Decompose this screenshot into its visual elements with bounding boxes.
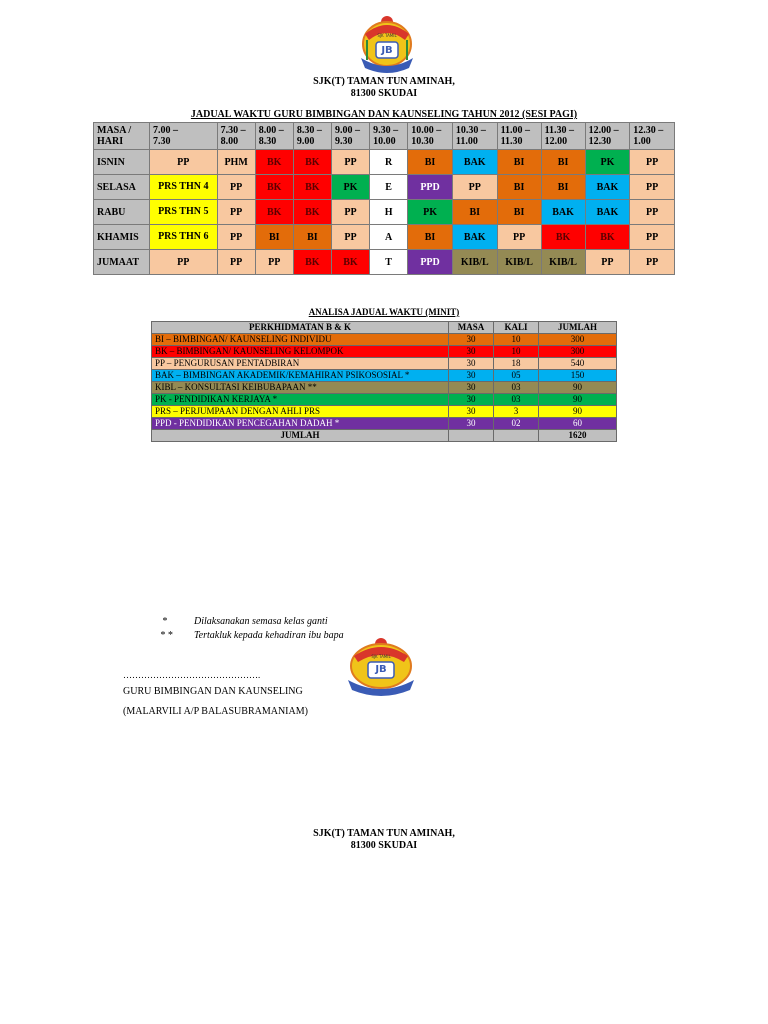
timetable-cell: PPD <box>408 250 453 275</box>
timetable-cell: PK <box>331 175 369 200</box>
time-slot-header <box>150 123 218 150</box>
timetable-cell: BK <box>255 175 293 200</box>
analysis-masa: 30 <box>449 406 494 418</box>
note-text-1: Dilaksanakan semasa kelas ganti <box>194 616 328 627</box>
analysis-service: BI – BIMBINGAN/ KAUNSELING INDIVIDU <box>152 334 449 346</box>
time-slot-line: 7.30 – <box>220 125 246 136</box>
time-slot-header <box>293 123 331 150</box>
timetable-cell: KIB/L <box>452 250 497 275</box>
analysis-kali: 03 <box>494 394 539 406</box>
timetable-cell: PP <box>630 225 675 250</box>
timetable-cell: PP <box>630 150 675 175</box>
timetable-cell: H <box>370 200 408 225</box>
timetable-cell: BK <box>293 250 331 275</box>
analysis-service: BK – BIMBINGAN/ KAUNSELING KELOMPOK <box>152 346 449 358</box>
time-slot-line: 12.00 <box>544 136 568 147</box>
analysis-kali: 18 <box>494 358 539 370</box>
signature-line: ………………………………………. <box>123 670 261 680</box>
timetable-cell: BAK <box>585 175 630 200</box>
time-slot-line: 10.30 <box>411 136 434 147</box>
timetable-cell: BK <box>255 150 293 175</box>
timetable-cell: PP <box>150 250 218 275</box>
timetable-cell: PK <box>408 200 453 225</box>
timetable-cell: PHM <box>217 150 255 175</box>
timetable-cell: BAK <box>452 225 497 250</box>
day-label: ISNIN <box>94 150 150 175</box>
timetable-cell: PP <box>585 250 630 275</box>
timetable-row <box>94 150 675 175</box>
day-label: RABU <box>94 200 150 225</box>
time-slot-line: 9.30 – <box>373 125 399 136</box>
analysis-kali: 05 <box>494 370 539 382</box>
timetable-cell: PP <box>150 150 218 175</box>
analysis-masa: 30 <box>449 358 494 370</box>
day-label: KHAMIS <box>94 225 150 250</box>
timetable-cell: PP <box>331 200 369 225</box>
time-slot-line: 8.00 – <box>258 125 284 136</box>
logo-banner: SJK TAMIL <box>377 33 397 38</box>
analysis-jumlah: 300 <box>539 334 617 346</box>
time-slot-line: 11.00 – <box>500 125 531 136</box>
time-slot-line: 8.00 <box>220 136 239 147</box>
timetable-cell: BK <box>293 175 331 200</box>
timetable-cell: BAK <box>541 200 585 225</box>
time-slot-line: 12.00 – <box>588 125 619 136</box>
timetable-cell: PP <box>452 175 497 200</box>
stamp-initials: JB <box>375 664 387 675</box>
time-slot-line: 9.30 <box>334 136 353 147</box>
analysis-kali: 10 <box>494 346 539 358</box>
note-text-2: Tertakluk kepada kehadiran ibu bapa <box>194 630 344 641</box>
time-slot-line: 10.30 – <box>455 125 486 136</box>
analysis-jumlah: 90 <box>539 382 617 394</box>
timetable-cell: PP <box>630 250 675 275</box>
timetable-cell: PP <box>497 225 541 250</box>
time-slot-header <box>585 123 630 150</box>
analysis-kali: 10 <box>494 334 539 346</box>
timetable-corner-header <box>94 123 150 150</box>
analysis-row <box>152 382 617 394</box>
timetable-cell: PP <box>217 175 255 200</box>
analysis-service: PRS – PERJUMPAAN DENGAN AHLI PRS <box>152 406 449 418</box>
analysis-total-row <box>152 430 617 442</box>
analysis-jumlah: 60 <box>539 418 617 430</box>
time-slot-line: 11.00 <box>455 136 478 147</box>
timetable-cell: PP <box>630 200 675 225</box>
time-slot-header <box>630 123 675 150</box>
analysis-total-kali <box>494 430 539 442</box>
time-slot-line: 9.00 <box>296 136 315 147</box>
analysis-header-masa: MASA <box>449 322 494 334</box>
note-mark-2: * * <box>160 630 173 641</box>
day-label: SELASA <box>94 175 150 200</box>
time-slot-line: 11.30 <box>500 136 523 147</box>
timetable-cell: BI <box>408 225 453 250</box>
analysis-header-jumlah: JUMLAH <box>539 322 617 334</box>
analysis-masa: 30 <box>449 370 494 382</box>
time-slot-line: 8.30 <box>258 136 277 147</box>
timetable-row <box>94 200 675 225</box>
time-slot-line: 12.30 – <box>633 125 664 136</box>
analysis-service: BAK – BIMBINGAN AKADEMIK/KEMAHIRAN PSIKOSOSIAL * <box>152 370 449 382</box>
timetable-cell: PP <box>217 225 255 250</box>
analysis-jumlah: 90 <box>539 406 617 418</box>
timetable-cell: PP <box>217 250 255 275</box>
analysis-kali: 02 <box>494 418 539 430</box>
analysis-total-masa <box>449 430 494 442</box>
timetable-cell: BI <box>497 150 541 175</box>
timetable-cell: PP <box>217 200 255 225</box>
analysis-service: PK - PENDIDIKAN KERJAYA * <box>152 394 449 406</box>
timetable-cell: BI <box>497 175 541 200</box>
signature-role: GURU BIMBINGAN DAN KAUNSELING <box>123 686 303 697</box>
timetable-cell: BK <box>541 225 585 250</box>
analysis-title: ANALISA JADUAL WAKTU (MINIT) <box>308 307 460 317</box>
timetable-cell: BK <box>293 200 331 225</box>
timetable-cell: PRS THN 4 <box>150 175 218 200</box>
stamp-logo <box>344 636 418 696</box>
timetable-cell: PRS THN 6 <box>150 225 218 250</box>
timetable-cell: BK <box>255 200 293 225</box>
timetable-cell: BI <box>408 150 453 175</box>
timetable-cell: T <box>370 250 408 275</box>
analysis-masa: 30 <box>449 334 494 346</box>
time-slot-line: 10.00 <box>373 136 396 147</box>
timetable-cell: KIB/L <box>497 250 541 275</box>
header-school-name: SJK(T) TAMAN TUN AMINAH, <box>313 76 455 87</box>
footer-school-address: 81300 SKUDAI <box>350 840 418 851</box>
timetable-cell: BAK <box>585 200 630 225</box>
time-slot-header <box>408 123 453 150</box>
time-slot-line: 10.00 – <box>411 125 442 136</box>
analysis-row <box>152 370 617 382</box>
analysis-jumlah: 540 <box>539 358 617 370</box>
analysis-header-service: PERKHIDMATAN B & K <box>152 322 449 334</box>
time-slot-header <box>452 123 497 150</box>
corner-line: MASA / <box>97 125 132 136</box>
time-slot-line: 1.00 <box>633 136 651 147</box>
time-slot-line: 9.00 – <box>334 125 360 136</box>
note-mark-1: * <box>162 616 167 627</box>
analysis-table <box>151 321 617 442</box>
timetable-cell: BK <box>585 225 630 250</box>
analysis-jumlah: 90 <box>539 394 617 406</box>
analysis-kali: 03 <box>494 382 539 394</box>
logo-initials: JB <box>381 45 393 56</box>
timetable-cell: BI <box>452 200 497 225</box>
timetable-cell: A <box>370 225 408 250</box>
analysis-row <box>152 334 617 346</box>
analysis-masa: 30 <box>449 394 494 406</box>
timetable-cell: BI <box>541 150 585 175</box>
analysis-row <box>152 418 617 430</box>
school-logo <box>357 14 417 74</box>
timetable-cell: BK <box>293 150 331 175</box>
analysis-service: PPD - PENDIDIKAN PENCEGAHAN DADAH * <box>152 418 449 430</box>
timetable-cell: BI <box>255 225 293 250</box>
analysis-masa: 30 <box>449 382 494 394</box>
timetable-row <box>94 225 675 250</box>
analysis-jumlah: 300 <box>539 346 617 358</box>
analysis-total-value: 1620 <box>539 430 617 442</box>
analysis-service: KIBL – KONSULTASI KEIBUBAPAAN ** <box>152 382 449 394</box>
timetable-cell: PPD <box>408 175 453 200</box>
analysis-masa: 30 <box>449 418 494 430</box>
timetable-cell: E <box>370 175 408 200</box>
timetable-header-row <box>94 123 675 150</box>
time-slot-header <box>370 123 408 150</box>
time-slot-header <box>497 123 541 150</box>
time-slot-line: 11.30 – <box>544 125 575 136</box>
corner-line: HARI <box>97 136 124 147</box>
timetable-cell: PP <box>255 250 293 275</box>
time-slot-line: 12.30 <box>588 136 612 147</box>
analysis-header-kali: KALI <box>494 322 539 334</box>
timetable-cell: PP <box>630 175 675 200</box>
time-slot-header <box>217 123 255 150</box>
analysis-jumlah: 150 <box>539 370 617 382</box>
footer-school-name: SJK(T) TAMAN TUN AMINAH, <box>313 828 455 839</box>
time-slot-line: 8.30 – <box>296 125 322 136</box>
timetable-cell: BI <box>293 225 331 250</box>
timetable-cell: BK <box>331 250 369 275</box>
time-slot-line: 7.30 <box>153 136 171 147</box>
time-slot-header <box>331 123 369 150</box>
time-slot-header <box>541 123 585 150</box>
timetable-cell: BI <box>541 175 585 200</box>
analysis-row <box>152 406 617 418</box>
analysis-masa: 30 <box>449 346 494 358</box>
stamp-banner: SJK TAMIL <box>371 654 391 659</box>
timetable-cell: BI <box>497 200 541 225</box>
analysis-row <box>152 358 617 370</box>
timetable <box>93 122 675 275</box>
timetable-cell: PK <box>585 150 630 175</box>
timetable-row <box>94 175 675 200</box>
timetable-row <box>94 250 675 275</box>
analysis-row <box>152 394 617 406</box>
timetable-cell: R <box>370 150 408 175</box>
analysis-total-label: JUMLAH <box>152 430 449 442</box>
timetable-title: JADUAL WAKTU GURU BIMBINGAN DAN KAUNSELING TAHUN 2012 (SESI PAGI) <box>190 109 578 120</box>
analysis-service: PP – PENGURUSAN PENTADBIRAN <box>152 358 449 370</box>
day-label: JUMAAT <box>94 250 150 275</box>
timetable-cell: PRS THN 5 <box>150 200 218 225</box>
timetable-cell: PP <box>331 225 369 250</box>
time-slot-header <box>255 123 293 150</box>
timetable-cell: KIB/L <box>541 250 585 275</box>
analysis-row <box>152 346 617 358</box>
analysis-header-row <box>152 322 617 334</box>
signature-name: (MALARVILI A/P BALASUBRAMANIAM) <box>123 706 308 717</box>
time-slot-line: 7.00 – <box>153 125 178 136</box>
timetable-cell: BAK <box>452 150 497 175</box>
header-school-address: 81300 SKUDAI <box>350 88 418 99</box>
analysis-kali: 3 <box>494 406 539 418</box>
timetable-cell: PP <box>331 150 369 175</box>
